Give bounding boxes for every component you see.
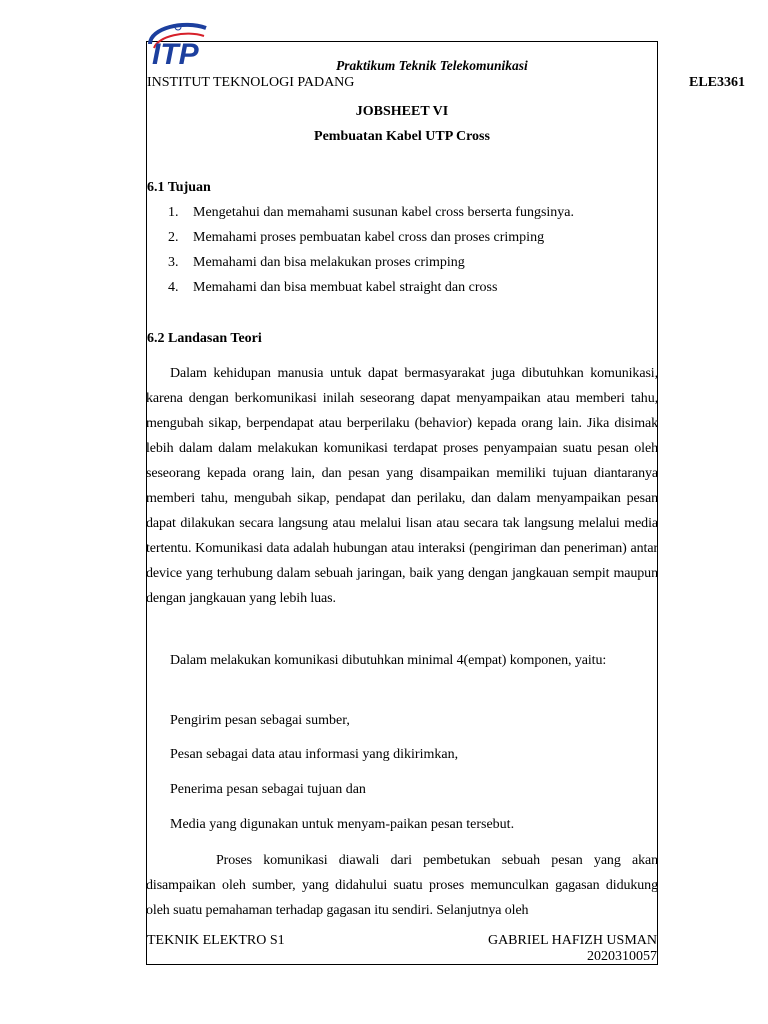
- section-heading-landasan-teori: 6.2 Landasan Teori: [147, 331, 262, 346]
- component-item: Media yang digunakan untuk menyam-paikan pesan tersebut.: [170, 817, 515, 832]
- jobsheet-subtitle: Pembuatan Kabel UTP Cross: [314, 129, 490, 144]
- institute-name: INSTITUT TEKNOLOGI PADANG: [147, 75, 355, 90]
- list-item: 2. Memahami proses pembuatan kabel cross dan proses crimping: [168, 230, 545, 245]
- section-heading-tujuan: 6.1 Tujuan: [147, 180, 211, 195]
- course-code: ELE3361: [689, 75, 746, 90]
- paragraph-komunikasi: Dalam kehidupan manusia untuk dapat bermasyarakat juga dibutuhkan komunikasi, karena dengan berkomunikasi inilah seseorang dapat menyampaikan atau memberi tahu, mengubah sikap, berpendapat atau berperilaku (behavior) kepada orang lain. Jika disimak lebih dalam dalam melakukan komunikasi terdapat proses penyampaian suatu pesan oleh seseorang kepada orang lain, dan pesan yang disampaikan memiliki tujuan diantaranya memberi tahu, mengubah sikap, pendapat dan perilaku, dan dalam menyampaikan pesan dapat dilakukan secara langsung atau melalui lisan atau secara tak langsung melalui media tertentu. Komunikasi data adalah hubungan atau interaksi (pengiriman dan peneriman) antar device yang terhubung dalam sebuah jaringan, baik yang dengan jangkauan sempit maupun dengan jangkauan yang lebih luas.: [146, 366, 658, 606]
- footer-student: [488, 933, 657, 965]
- component-item: Pengirim pesan sebagai sumber,: [170, 713, 350, 728]
- student-id: 2020310057: [587, 949, 657, 964]
- itp-logo-icon: [144, 18, 216, 68]
- objectives-list: [168, 205, 574, 305]
- paragraph-komponen: Dalam melakukan komunikasi dibutuhkan minimal 4(empat) komponen, yaitu:: [170, 653, 607, 668]
- paragraph-proses: Proses komunikasi diawali dari pembetukan sebuah pesan yang akan disampaikan oleh sumber, yang didahului suatu proses memunculkan gagasan didukung oleh suatu pemahaman terhadap gagasan itu sendiri. Selanjutnya oleh: [146, 853, 658, 918]
- list-item: 3. Memahami dan bisa melakukan proses crimping: [168, 255, 465, 270]
- practicum-subtitle: Praktikum Teknik Telekomunikasi: [336, 58, 528, 73]
- component-item: Pesan sebagai data atau informasi yang dikirimkan,: [170, 747, 459, 762]
- student-name: GABRIEL HAFIZH USMAN: [487, 933, 657, 948]
- jobsheet-title: JOBSHEET VI: [355, 104, 449, 119]
- component-item: Penerima pesan sebagai tujuan dan: [170, 782, 366, 797]
- logo-text: ITP: [152, 38, 199, 68]
- footer-department: TEKNIK ELEKTRO S1: [147, 933, 285, 948]
- list-item: 4. Memahami dan bisa membuat kabel straight dan cross: [168, 280, 498, 295]
- list-item: 1. Mengetahui dan memahami susunan kabel cross berserta fungsinya.: [168, 205, 575, 220]
